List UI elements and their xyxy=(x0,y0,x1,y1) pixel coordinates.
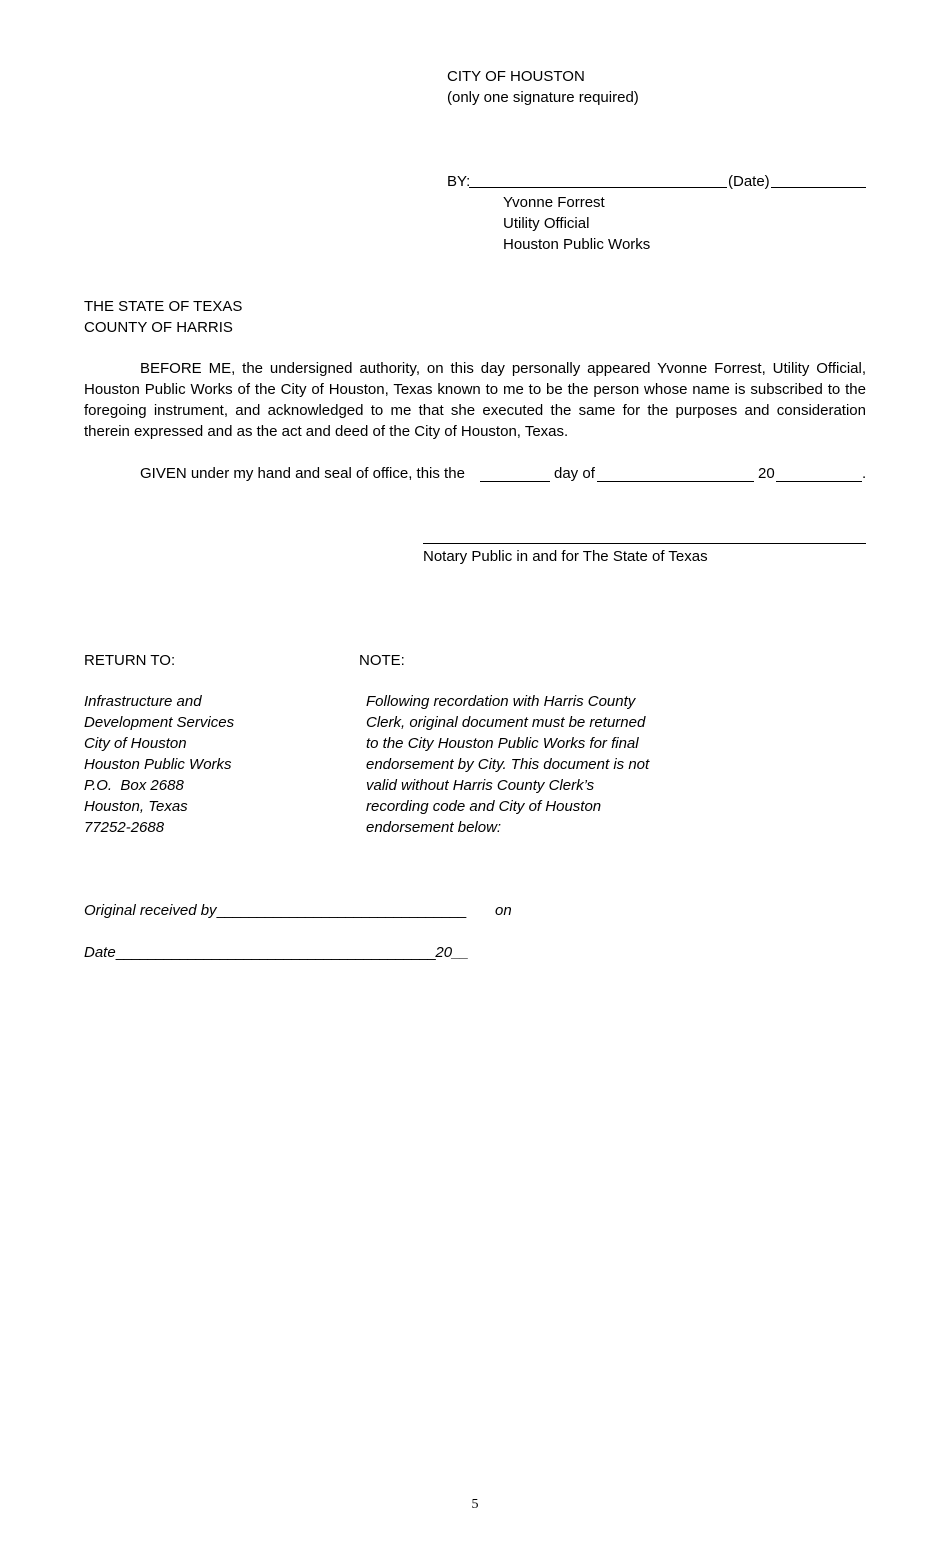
received-label: Original received by xyxy=(84,902,217,919)
return-to-address xyxy=(84,691,234,838)
return-to-heading: RETURN TO: xyxy=(84,652,176,669)
note-line: endorsement below: xyxy=(366,819,502,836)
date-year-suffix: 20__ xyxy=(435,944,469,961)
address-line: Infrastructure and xyxy=(84,693,202,710)
address-line: P.O. Box 2688 xyxy=(84,777,184,794)
notary-signature-line[interactable] xyxy=(423,543,866,544)
month-blank[interactable] xyxy=(597,481,754,482)
signer-name: Yvonne Forrest xyxy=(503,194,605,211)
notary-caption: Notary Public in and for The State of Texas xyxy=(423,548,708,565)
signer-title: Utility Official xyxy=(503,215,590,232)
address-line: City of Houston xyxy=(84,735,187,752)
note-heading: NOTE: xyxy=(359,652,405,669)
address-line: Development Services xyxy=(84,714,235,731)
year-blank[interactable] xyxy=(776,481,862,482)
note-line: endorsement by City. This document is not xyxy=(366,756,650,773)
entity-name: CITY OF HOUSTON xyxy=(447,68,585,85)
on-label: on xyxy=(495,902,512,919)
note-line: recording code and City of Houston xyxy=(366,798,602,815)
note-line: Clerk, original document must be returned xyxy=(366,714,646,731)
given-period: . xyxy=(862,465,867,482)
received-blank[interactable]: _______________________________ xyxy=(216,902,466,919)
by-label: BY: xyxy=(447,173,471,190)
signer-department: Houston Public Works xyxy=(503,236,651,253)
note-line: valid without Harris County Clerk’s xyxy=(366,777,595,794)
date-field[interactable] xyxy=(84,942,469,963)
day-blank[interactable] xyxy=(480,481,550,482)
original-received-field[interactable] xyxy=(84,900,466,921)
signature-note: (only one signature required) xyxy=(447,89,639,106)
note-line: to the City Houston Public Works for final xyxy=(366,735,639,752)
given-prefix: GIVEN under my hand and seal of office, this the xyxy=(140,465,465,482)
date-label: (Date) xyxy=(728,173,770,190)
signature-line[interactable] xyxy=(469,187,866,188)
day-of-label: day of xyxy=(554,465,595,482)
venue-county: COUNTY OF HARRIS xyxy=(84,319,233,336)
note-line: Following recordation with Harris County xyxy=(366,693,636,710)
address-line: 77252-2688 xyxy=(84,819,165,836)
address-line: Houston, Texas xyxy=(84,798,188,815)
note-body xyxy=(366,691,649,838)
year-prefix: 20 xyxy=(758,465,775,482)
date-blank[interactable]: ________________________________________ xyxy=(115,944,436,961)
date-field-label: Date xyxy=(84,944,116,961)
venue-state: THE STATE OF TEXAS xyxy=(84,298,243,315)
address-line: Houston Public Works xyxy=(84,756,232,773)
acknowledgment-body: BEFORE ME, the undersigned authority, on this day personally appeared Yvonne Forrest, Utility Official, Houston Public Works of the City of Houston, Texas known to me to be the person whose name is subscribed to the foregoing instrument, and acknowledged to me that she executed the same for the purposes and consideration therein expressed and as the act and deed of the City of Houston, Texas. xyxy=(84,360,866,440)
page-number: 5 xyxy=(471,1497,479,1512)
